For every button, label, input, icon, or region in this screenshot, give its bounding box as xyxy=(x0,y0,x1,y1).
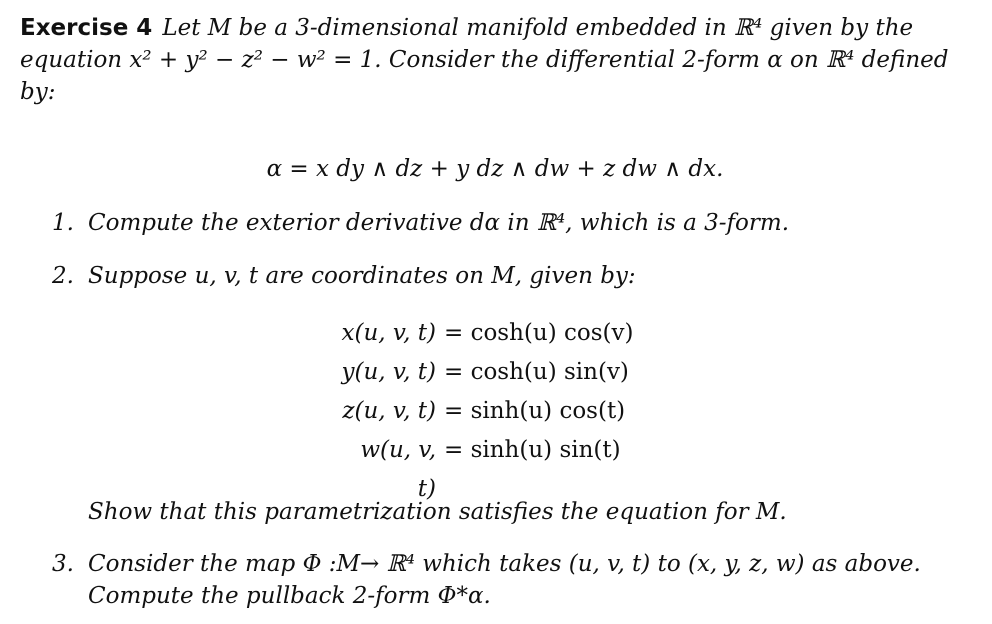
list-item-3 xyxy=(52,548,970,612)
exercise-intro xyxy=(20,12,970,108)
list-item-1-text: Compute the exterior derivative dα in ℝ⁴, which is a 3-form. xyxy=(88,210,790,236)
param-z-lhs: z(u, v, t) xyxy=(342,398,436,424)
list-item-1 xyxy=(52,207,970,239)
list-item-3-number: 3. xyxy=(52,551,74,577)
list-item-2-text: Suppose u, v, t are coordinates on M, given by: xyxy=(88,263,636,289)
param-row-x xyxy=(336,314,756,353)
param-w-lhs: w(u, v, t) xyxy=(360,437,436,502)
param-x-lhs: x(u, v, t) xyxy=(341,320,436,346)
list-item-2-number: 2. xyxy=(52,263,74,289)
list-item-1-number: 1. xyxy=(52,210,74,236)
list-item-2 xyxy=(52,260,970,528)
exercise-intro-text: Let M be a 3-dimensional manifold embedded in ℝ⁴ given by the equation x² + y² − z² − w² = 1. Consider the differential 2-form α on ℝ⁴ defined by: xyxy=(20,15,949,105)
alpha-definition: α = x dy ∧ dz + y dz ∧ dw + z dw ∧ dx. xyxy=(266,156,724,182)
list-item-3-text: Consider the map Φ :M→ ℝ⁴ which takes (u, v, t) to (x, y, z, w) as above. Compute the pullback 2-form Φ*α. xyxy=(88,551,921,609)
exercise-page xyxy=(20,12,970,612)
param-w-rhs: = sinh(u) sin(t) xyxy=(444,437,621,463)
param-row-y xyxy=(336,353,756,392)
list-item-2-followup: Show that this parametrization satisfies the equation for M. xyxy=(88,499,787,525)
param-x-rhs: = cosh(u) cos(v) xyxy=(444,320,634,346)
param-z-rhs: = sinh(u) cos(t) xyxy=(444,398,626,424)
parametrization-equations xyxy=(336,314,756,502)
param-y-lhs: y(u, v, t) xyxy=(341,359,436,385)
exercise-label: Exercise 4 xyxy=(20,15,153,41)
param-row-w xyxy=(336,431,756,502)
param-y-rhs: = cosh(u) sin(v) xyxy=(444,359,629,385)
param-row-z xyxy=(336,392,756,431)
exercise-list xyxy=(20,207,970,612)
